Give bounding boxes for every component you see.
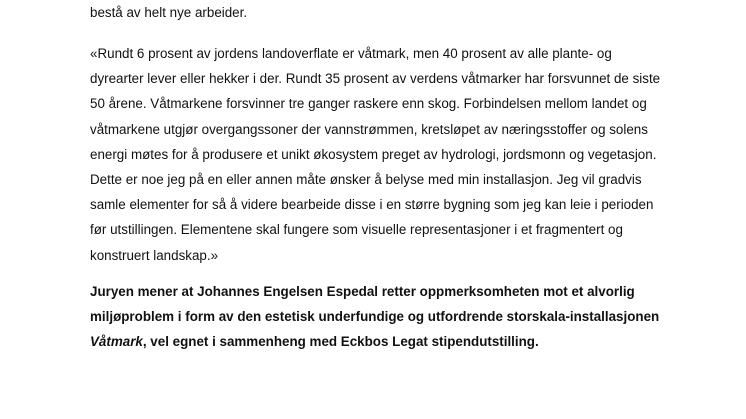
intro-line: bestå av helt nye arbeider. (90, 5, 248, 20)
quote-line: dyrearter lever eller hekker i der. Rundt 35 prosent av verdens våtmarker har forsvunnet de siste (90, 71, 661, 87)
artwork-title: Våtmark (90, 334, 143, 350)
quote-line: «Rundt 6 prosent av jordens landoverflate er våtmark, men 40 prosent av alle plante- og (90, 46, 612, 61)
jury-line: miljøproblem i form av den estetisk underfundige og utfordrende storskala-installasjonen (90, 309, 660, 325)
jury-line (90, 329, 670, 354)
jury-line-rest: , vel egnet i sammenheng med Eckbos Legat stipendutstilling. (142, 334, 539, 350)
quote-line: 50 årene. Våtmarkene forsvinner tre ganger raskere enn skog. Forbindelsen mellom landet og (90, 96, 647, 112)
jury-line: Juryen mener at Johannes Engelsen Espedal retter oppmerksomheten mot et alvorlig (90, 284, 635, 299)
jury-statement (90, 279, 670, 355)
quote-line: samle elementer for så å videre bearbeide disse i en større bygning som jeg kan leie i perioden (90, 197, 654, 213)
artist-quote (90, 41, 670, 268)
quote-line: Dette er noe jeg på en eller annen måte ønsker å belyse med min installasjon. Jeg vil gradvis (90, 172, 642, 188)
quote-line: energi møtes for å produsere et unikt økosystem preget av hydrologi, jordsmonn og vegetasjon. (90, 146, 657, 162)
quote-line: våtmarkene utgjør overgangssoner der vannstrømmen, kretsløpet av næringsstoffer og solens (90, 121, 648, 137)
quote-line: konstruert landskap.» (90, 247, 219, 263)
quote-line: før utstillingen. Elementene skal fungere som visuelle representasjoner i et fragmentert og (90, 222, 623, 238)
